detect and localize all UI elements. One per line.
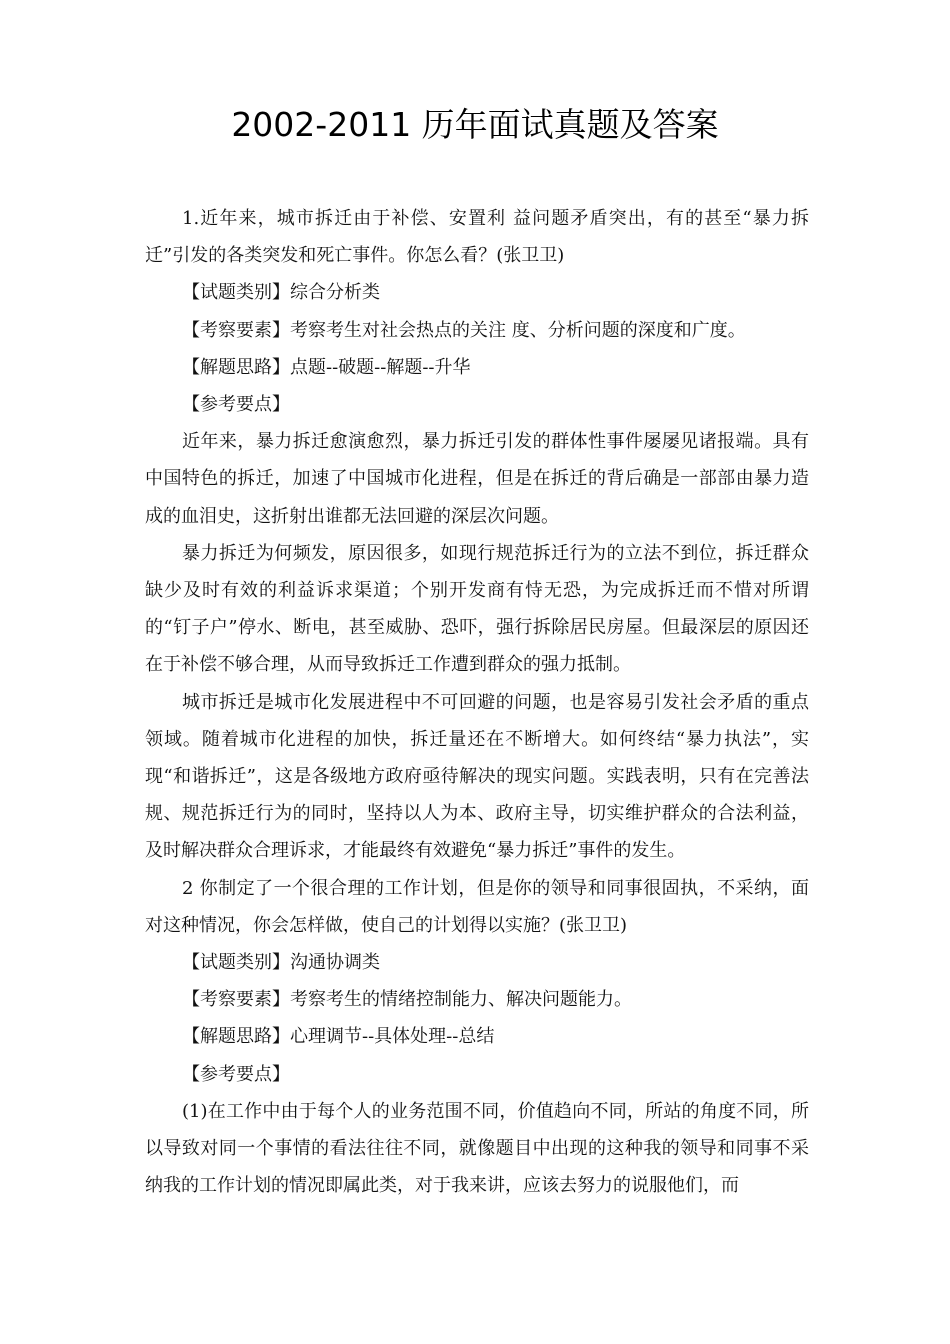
answer-1-paragraph-1: 近年来，暴力拆迁愈演愈烈，暴力拆迁引发的群体性事件屡屡见诸报端。具有中国特色的拆迁，加速了中国城市化进程，但是在拆迁的背后确是一部部由暴力造成的血泪史，这折射出谁都无法回避的深层次问题。 xyxy=(145,431,809,527)
question-1-category: 【试题类别】综合分析类 xyxy=(182,282,380,304)
question-2-category: 【试题类别】沟通协调类 xyxy=(182,952,380,974)
answer-2-paragraph-1: (1)在工作中由于每个人的业务范围不同，价值趋向不同，所站的角度不同，所以导致对同一个事情的看法往往不同，就像题目中出现的这种我的领导和同事不采纳我的工作计划的情况即属此类，对于我来讲，应该去努力的说服他们，而 xyxy=(145,1100,809,1197)
question-1-paragraph: 1.近年来，城市拆迁由于补偿、安置利 益问题矛盾突出，有的甚至“暴力拆迁”引发的各类突发和死亡事件。你怎么看？(张卫卫) xyxy=(145,208,809,267)
question-2-key-points-heading: 【参考要点】 xyxy=(182,1063,290,1085)
question-2-approach: 【解题思路】心理调节--具体处理--总结 xyxy=(182,1026,495,1048)
question-2-elements: 【考察要素】考察考生的情绪控制能力、解决问题能力。 xyxy=(182,989,632,1011)
question-1-elements: 【考察要素】考察考生对社会热点的关注 度、分析问题的深度和广度。 xyxy=(182,319,746,341)
question-1-key-points-heading: 【参考要点】 xyxy=(182,394,290,416)
answer-1-paragraph-2: 暴力拆迁为何频发，原因很多，如现行规范拆迁行为的立法不到位，拆迁群众缺少及时有效的利益诉求渠道；个别开发商有恃无恐，为完成拆迁而不惜对所谓的“钉子户”停水、断电，甚至威胁、恐吓，强行拆除居民房屋。但最深层的原因还在于补偿不够合理，从而导致拆迁工作遭到群众的强力抵制。 xyxy=(145,542,809,676)
answer-1-paragraph-3: 城市拆迁是城市化发展进程中不可回避的问题，也是容易引发社会矛盾的重点领域。随着城市化进程的加快，拆迁量还在不断增大。如何终结“暴力执法”，实现“和谐拆迁”，这是各级地方政府亟待解决的现实问题。实践表明，只有在完善法规、规范拆迁行为的同时，坚持以人为本、政府主导，切实维护群众的合法利益，及时解决群众合理诉求，才能最终有效避免“暴力拆迁”事件的发生。 xyxy=(145,691,809,862)
document-title: 2002-2011 历年面试真题及答案 xyxy=(231,105,719,144)
question-1-approach: 【解题思路】点题--破题--解题--升华 xyxy=(182,356,471,378)
question-2-paragraph: 2 你制定了一个很合理的工作计划，但是你的领导和同事很固执，不采纳，面对这种情况，你会怎样做，使自己的计划得以实施？(张卫卫) xyxy=(145,877,809,936)
document-body xyxy=(145,200,809,1204)
